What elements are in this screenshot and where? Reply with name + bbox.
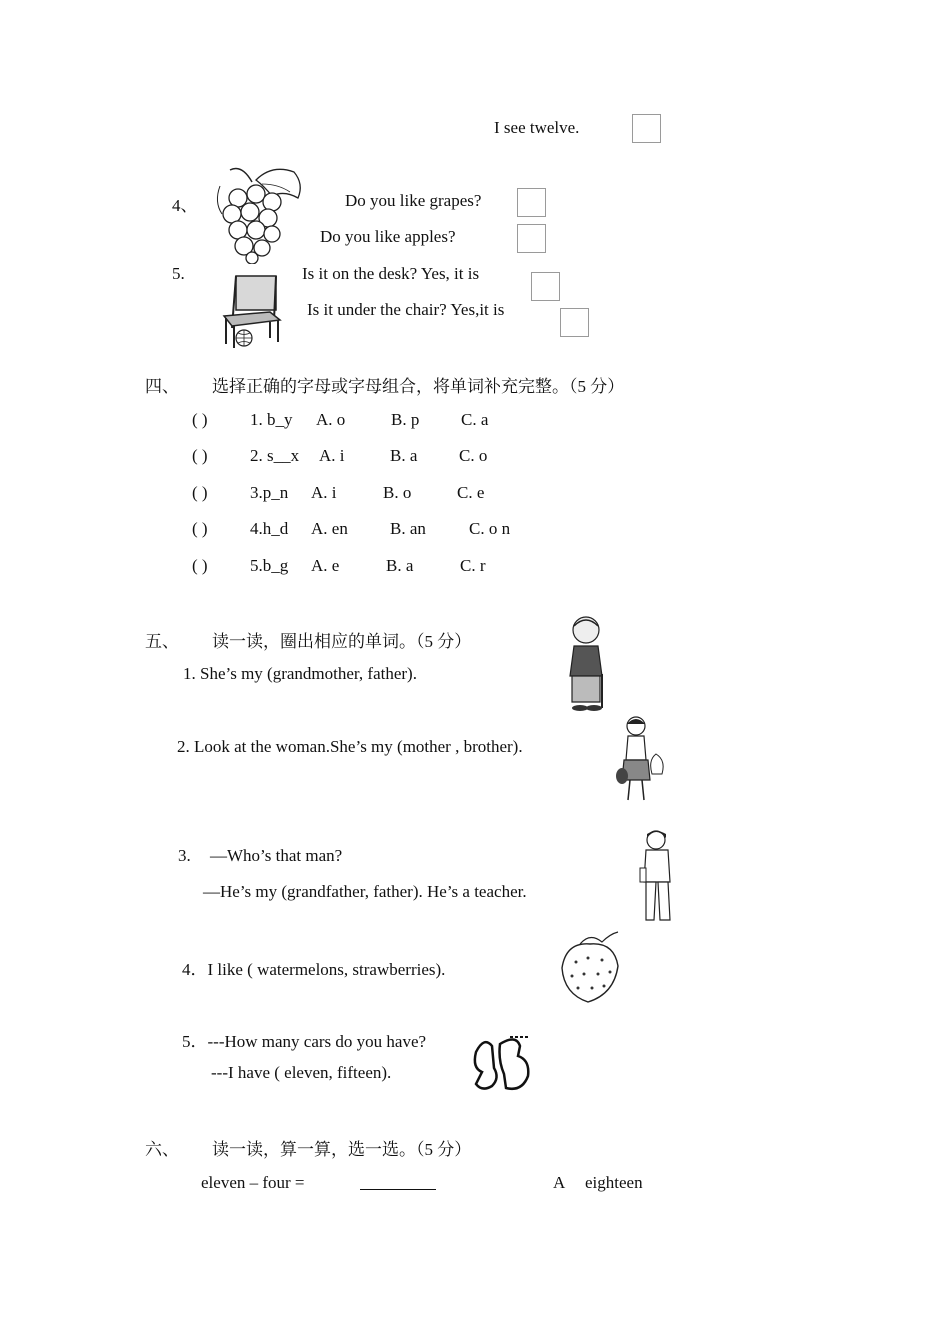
answer-paren[interactable]: ( ): [192, 483, 208, 502]
sentence-twelve: I see twelve.: [494, 118, 580, 137]
q4-line2: Do you like apples?: [320, 227, 456, 246]
section5-number: 五、: [145, 632, 179, 651]
s5-item3-number: 3.: [178, 846, 191, 865]
s5-item4: 4．I like ( watermelons, strawberries).: [182, 960, 446, 979]
answer-box-chair[interactable]: [560, 308, 589, 337]
option-c: C. e: [457, 483, 485, 502]
q4-number: 4、: [172, 196, 198, 215]
option-letter-a: A: [553, 1173, 566, 1192]
q5-number: 5.: [172, 264, 185, 283]
option-b: B. an: [390, 519, 426, 538]
grandmother-illustration: [560, 614, 612, 714]
word-blank: 1. b_y: [250, 410, 293, 429]
option-text-eighteen: eighteen: [585, 1173, 643, 1192]
section4-number: 四、: [145, 377, 179, 396]
strawberry-illustration: [558, 928, 624, 1006]
s5-item2: 2. Look at the woman.She’s my (mother , brother).: [177, 737, 523, 756]
answer-box-grapes[interactable]: [517, 188, 546, 217]
mother-illustration: [612, 714, 670, 806]
answer-paren[interactable]: ( ): [192, 446, 208, 465]
section5-title: 读一读，圈出相应的单词。（5 分）: [212, 632, 472, 651]
option-a: A. en: [311, 519, 348, 538]
option-c: C. r: [460, 556, 486, 575]
answer-blank[interactable]: [360, 1173, 436, 1195]
s5-item1: 1. She’s my (grandmother, father).: [183, 664, 417, 683]
word-blank: 4.h_d: [250, 519, 289, 538]
q5-line2: Is it under the chair? Yes,it is: [307, 300, 505, 319]
option-a: A. o: [316, 410, 346, 429]
q4-line1: Do you like grapes?: [345, 191, 482, 210]
word-blank: 3.p_n: [250, 483, 289, 502]
math-expression: eleven – four =: [201, 1173, 305, 1192]
answer-paren[interactable]: ( ): [192, 519, 208, 538]
q5-line1: Is it on the desk? Yes, it is: [302, 264, 480, 283]
s5-item5-question: 5．---How many cars do you have?: [182, 1032, 427, 1051]
option-c: C. o n: [469, 519, 511, 538]
option-c: C. a: [461, 410, 489, 429]
section6-title: 读一读，算一算，选一选。（5 分）: [212, 1140, 472, 1159]
answer-box-apples[interactable]: [517, 224, 546, 253]
option-c: C. o: [459, 446, 488, 465]
section4-title: 选择正确的字母或字母组合，将单词补充完整。（5 分）: [212, 377, 625, 396]
word-blank: 5.b_g: [250, 556, 289, 575]
option-b: B. p: [391, 410, 420, 429]
word-blank: 2. s__x: [250, 446, 300, 465]
option-b: B. o: [383, 483, 412, 502]
s5-item3-question: —Who’s that man?: [210, 846, 343, 865]
answer-box-twelve[interactable]: [632, 114, 661, 143]
section6-number: 六、: [145, 1140, 179, 1159]
s5-item3-answer: —He’s my (grandfather, father). He’s a teacher.: [203, 882, 527, 901]
option-a: A. i: [319, 446, 345, 465]
answer-paren[interactable]: ( ): [192, 556, 208, 575]
answer-paren[interactable]: ( ): [192, 410, 208, 429]
grapes-illustration: [212, 162, 306, 264]
chair-illustration: [218, 272, 284, 348]
s5-item5-answer: ---I have ( eleven, fifteen).: [211, 1063, 392, 1082]
option-b: B. a: [386, 556, 414, 575]
option-a: A. i: [311, 483, 337, 502]
option-a: A. e: [311, 556, 340, 575]
answer-box-desk[interactable]: [531, 272, 560, 301]
number-fifteen-illustration: [470, 1034, 532, 1094]
option-b: B. a: [390, 446, 418, 465]
father-illustration: [638, 828, 678, 926]
